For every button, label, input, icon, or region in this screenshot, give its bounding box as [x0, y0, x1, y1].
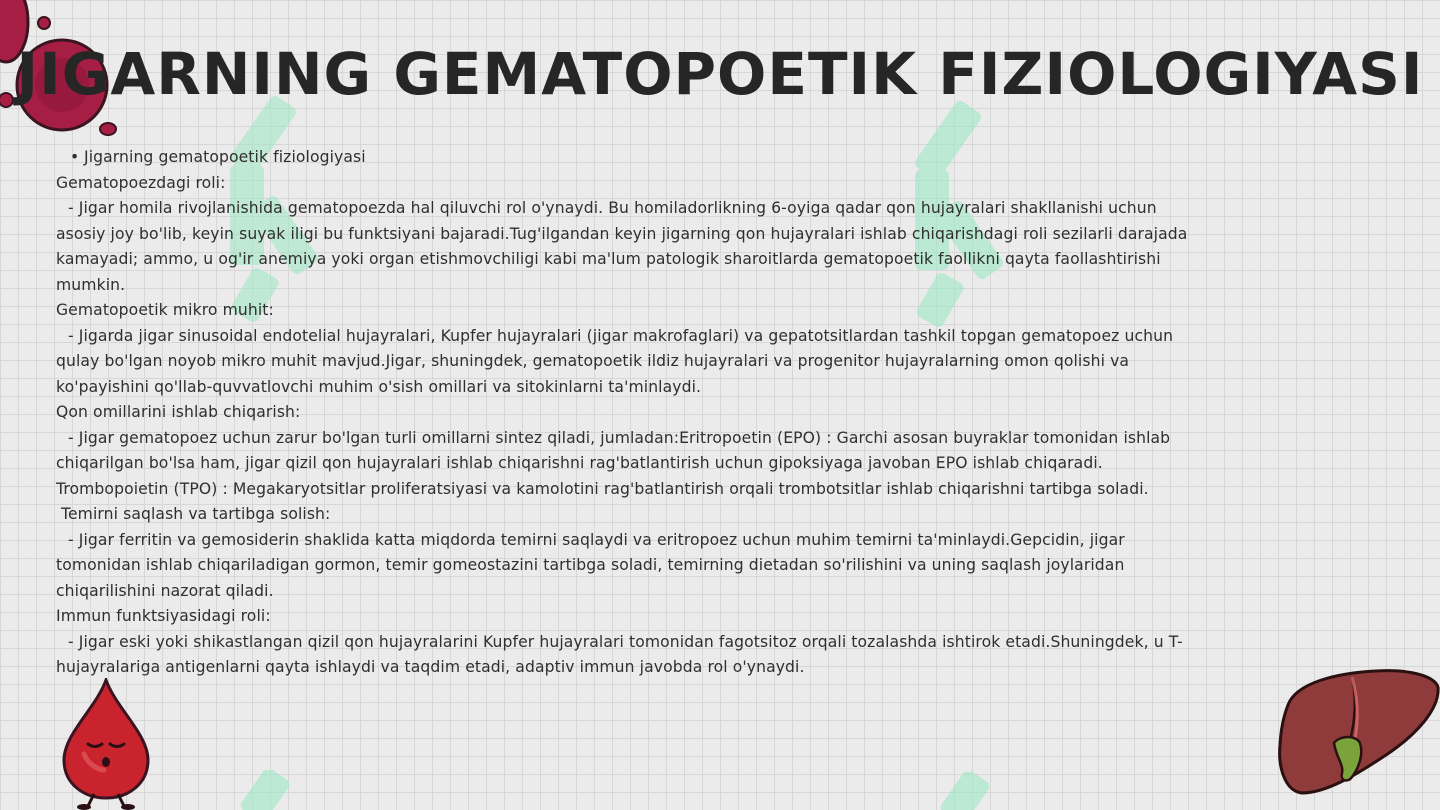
- watermark-logo: [240, 770, 300, 810]
- paragraph-line: - Jigarda jigar sinusoidal endotelial hujayralari, Kupfer hujayralari (jigar makrofaglari) va gepatotsitlardan tashkil topgan gematopoez uchun: [68, 326, 1174, 345]
- paragraph-line: - Jigar homila rivojlanishida gematopoezda hal qiluvchi rol o'ynaydi. Bu homiladorlikning 6-oyiga qadar qon hujayralari shakllanishi uchun: [68, 199, 1157, 217]
- blood-drop-character: [58, 678, 154, 810]
- paragraph-line: ko'payishini qo'llab-quvvatlovchi muhim o'sish omillari va sitokinlarni ta'minlaydi.: [56, 377, 702, 396]
- section-heading: Qon omillarini ishlab chiqarish:: [56, 403, 301, 421]
- bullet-text: Jigarning gematopoetik fiziologiyasi: [84, 148, 366, 166]
- page-title: JIGARNING GEMATOPOETIK FIZIOLOGIYASI: [16, 40, 1424, 108]
- paragraph-line: - Jigar ferritin va gemosiderin shaklida katta miqdorda temirni saqlaydi va eritropoez uchun muhim temirni ta'minlaydi.Gepcidin, jigar: [68, 530, 1125, 549]
- section-heading: Immun funktsiyasidagi roli:: [56, 607, 271, 625]
- paragraph-line: chiqarilgan bo'lsa ham, jigar qizil qon hujayralari ishlab chiqarishni rag'batlantirish uchun gipoksiyaga javoban EPO ishlab chiqaradi.: [56, 454, 1103, 472]
- section-heading: Gematopoetik mikro muhit:: [56, 301, 274, 319]
- bullet-icon: •: [70, 148, 80, 166]
- content-body: [56, 145, 1401, 681]
- paragraph-line: Trombopoietin (TPO) : Megakaryotsitlar proliferatsiyasi va kamolotini rag'batlantirish orqali trombotsitlar ishlab chiqarishni tartibga soladi.: [56, 479, 1149, 498]
- paragraph-line: - Jigar eski yoki shikastlangan qizil qon hujayralarini Kupfer hujayralari tomonidan fagotsitoz orqali tozalashda ishtirok etadi.Shuningdek, u T-: [68, 632, 1183, 651]
- paragraph-line: hujayralariga antigenlarni qayta ishlaydi va taqdim etadi, adaptiv immun javobda rol o'ynaydi.: [56, 658, 805, 676]
- paragraph-line: kamayadi; ammo, u og'ir anemiya yoki organ etishmovchiligi kabi ma'lum patologik sharoitlarda gematopoetik faollikni qayta faollashtirishi: [56, 250, 1161, 268]
- liver-illustration: [1276, 665, 1440, 800]
- paragraph-line: mumkin.: [56, 275, 126, 294]
- section-heading: Gematopoezdagi roli:: [56, 173, 226, 192]
- section-heading: Temirni saqlash va tartibga solish:: [61, 505, 331, 523]
- list-item: [56, 145, 1401, 171]
- paragraph-line: tomonidan ishlab chiqariladigan gormon, temir gomeostazini tartibga soladi, temirning dietadan so'rilishini va uning saqlash joylaridan: [56, 556, 1125, 574]
- paragraph-line: chiqarilishini nazorat qiladi.: [56, 581, 274, 600]
- paragraph-line: - Jigar gematopoez uchun zarur bo'lgan turli omillarni sintez qiladi, jumladan:Eritropoetin (EPO) : Garchi asosan buyraklar tomonidan ishlab: [68, 428, 1171, 447]
- watermark-logo: [940, 772, 1000, 810]
- paragraph-line: qulay bo'lgan noyob mikro muhit mavjud.Jigar, shuningdek, gematopoetik ildiz hujayralari va progenitor hujayralarning omon qolishi va: [56, 352, 1130, 370]
- paragraph-line: asosiy joy bo'lib, keyin suyak iligi bu funktsiyani bajaradi.Tug'ilgandan keyin jigarning qon hujayralari ishlab chiqarishdagi roli sezilarli darajada: [56, 224, 1188, 243]
